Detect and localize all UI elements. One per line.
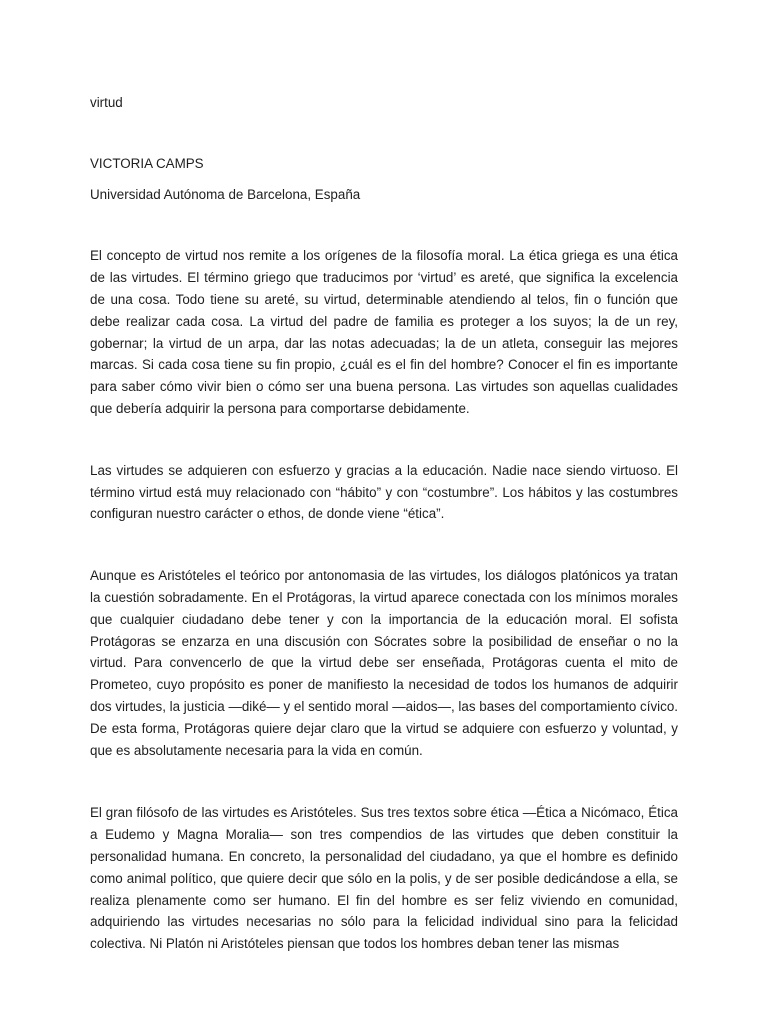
paragraph: Aunque es Aristóteles el teórico por antonomasia de las virtudes, los diálogos platónicos ya tratan la cuestión sobradamente. En el Protágoras, la virtud aparece conectada con los mínimos morales que cualquier ciudadano debe tener y con la importancia de la educación moral. El sofista Protágoras se enzarza en una discusión con Sócrates sobre la posibilidad de enseñar o no la virtud. Para convencerlo de que la virtud debe ser enseñada, Protágoras cuenta el mito de Prometeo, cuyo propósito es poner de manifiesto la necesidad de todos los humanos de adquirir dos virtudes, la justicia —diké— y el sentido moral —aidos—, las bases del comportamiento cívico. De esta forma, Protágoras quiere dejar claro que la virtud se adquiere con esfuerzo y voluntad, y que es absolutamente necesaria para la vida en común. — [90, 568, 678, 758]
author-affiliation: Universidad Autónoma de Barcelona, España — [90, 186, 361, 202]
paragraph: El gran filósofo de las virtudes es Aristóteles. Sus tres textos sobre ética —Ética a Nicómaco, Ética a Eudemo y Magna Moralia— son tres compendios de las virtudes que deben constituir la personalidad humana. En concreto, la personalidad del ciudadano, ya que el hombre es definido como animal político, que quiere decir que sólo en la polis, y de ser posible dedicándose a ella, se realiza plenamente como ser humano. El fin del hombre es ser feliz viviendo en comunidad, adquiriendo las virtudes necesarias no sólo para la felicidad individual sino para la felicidad colectiva. Ni Platón ni Aristóteles piensan que todos los hombres deban tener las mismas — [90, 805, 678, 952]
document-title: virtud — [90, 95, 123, 110]
paragraph: Las virtudes se adquieren con esfuerzo y gracias a la educación. Nadie nace siendo virtuoso. El término virtud está muy relacionado con “hábito” y con “costumbre”. Los hábitos y las costumbres configuran nuestro carácter o ethos, de donde viene “ética”. — [90, 462, 678, 522]
document-body — [90, 92, 678, 955]
author-name: VICTORIA CAMPS — [90, 155, 204, 171]
paragraph: El concepto de virtud nos remite a los orígenes de la filosofía moral. La ética griega es una ética de las virtudes. El término griego que traducimos por ‘virtud’ es areté, que significa la excelencia de una cosa. Todo tiene su areté, su virtud, determinable atendiendo al telos, fin o función que debe realizar cada cosa. La virtud del padre de familia es proteger a los suyos; la de un rey, gobernar; la virtud de un arpa, dar las notas adecuadas; la de un atleta, conseguir las mejores marcas. Si cada cosa tiene su fin propio, ¿cuál es el fin del hombre? Conocer el fin es importante para saber cómo vivir bien o cómo ser una buena persona. Las virtudes son aquellas cualidades que debería adquirir la persona para comportarse debidamente. — [90, 248, 678, 416]
